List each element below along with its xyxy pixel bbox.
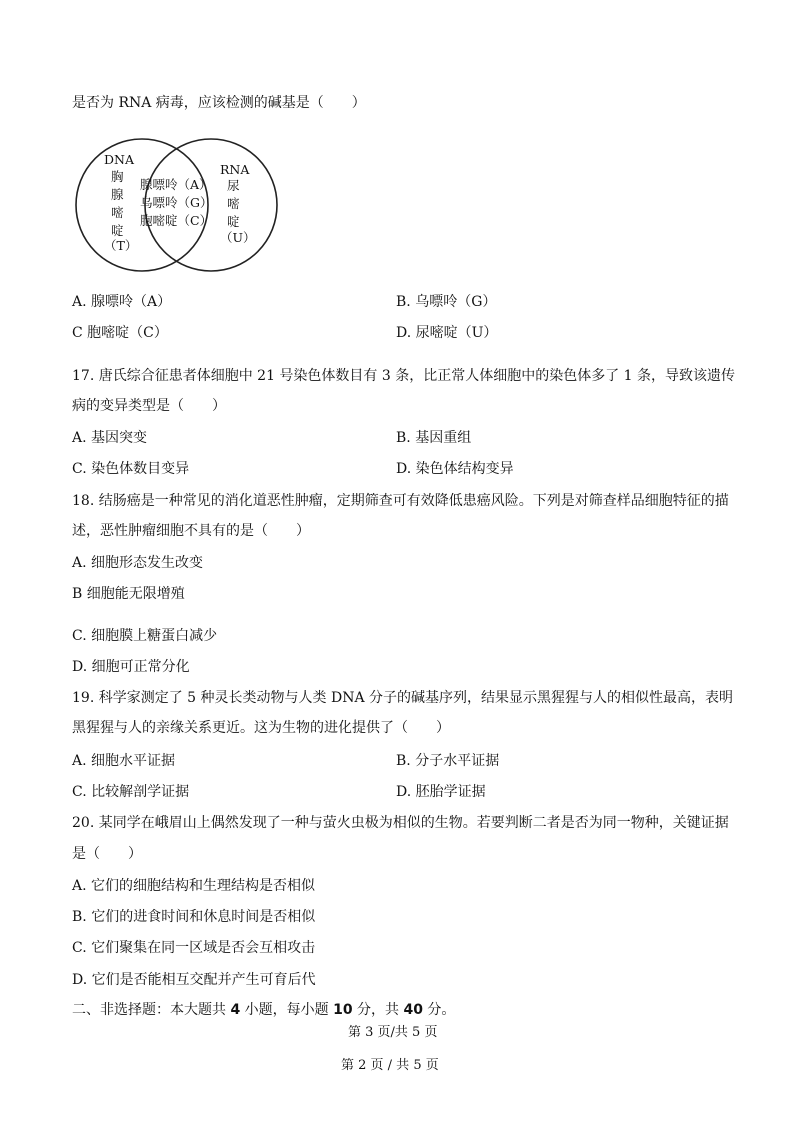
q17-option-b[interactable]: B. 基因重组 xyxy=(396,430,472,446)
page-footer: 第 2 页 / 共 5 页 xyxy=(341,1058,439,1073)
q19-option-c[interactable]: C. 比较解剖学证据 xyxy=(72,784,190,800)
rna-char-2: 嘧 xyxy=(227,196,240,211)
shared-line-2: 乌嘌呤（G） xyxy=(140,195,213,210)
q20-option-a[interactable]: A. 它们的细胞结构和生理结构是否相似 xyxy=(72,878,316,894)
rna-char-1: 尿 xyxy=(227,178,240,193)
rna-title: RNA xyxy=(220,162,250,177)
q19-stem-line2: 黑猩猩与人的亲缘关系更近。这为生物的进化提供了（ ） xyxy=(72,720,450,736)
dna-char-5: （T） xyxy=(104,238,138,253)
q19-stem-line1: 19. 科学家测定了 5 种灵长类动物与人类 DNA 分子的碱基序列，结果显示黑猩猩与人的相似性最高，表明 xyxy=(72,690,734,706)
q20-option-c[interactable]: C. 它们聚集在同一区域是否会互相攻击 xyxy=(72,940,316,956)
q16-option-c[interactable]: C 胞嘧啶（C） xyxy=(72,325,168,341)
q20-stem-line2: 是（ ） xyxy=(72,846,142,862)
section-2-heading xyxy=(72,1001,455,1019)
section-2-each: 10 xyxy=(333,1002,353,1018)
q16-option-b[interactable]: B. 乌嘌呤（G） xyxy=(396,294,497,310)
shared-line-3: 胞嘧啶（C） xyxy=(140,213,213,228)
section-2-text-3: 分，共 xyxy=(352,1002,404,1018)
shared-line-1: 腺嘌呤（A） xyxy=(140,177,212,192)
dna-char-4: 啶 xyxy=(111,223,124,238)
q19-option-d[interactable]: D. 胚胎学证据 xyxy=(396,784,486,800)
dna-char-1: 胸 xyxy=(111,169,124,184)
rna-char-3: 啶 xyxy=(227,214,240,229)
section-2-total: 40 xyxy=(403,1002,423,1018)
venn-diagram xyxy=(74,137,280,273)
q17-option-d[interactable]: D. 染色体结构变异 xyxy=(396,461,514,477)
q20-option-b[interactable]: B. 它们的进食时间和休息时间是否相似 xyxy=(72,909,316,925)
q16-stem: 是否为 RNA 病毒，应该检测的碱基是（ ） xyxy=(72,95,366,111)
section-2-text-4: 分。 xyxy=(422,1002,456,1018)
q16-option-d[interactable]: D. 尿嘧啶（U） xyxy=(396,325,498,341)
rna-char-4: （U） xyxy=(220,230,256,245)
q20-stem-line1: 20. 某同学在峨眉山上偶然发现了一种与萤火虫极为相似的生物。若要判断二者是否为同一物种，关键证据 xyxy=(72,815,729,831)
inner-page-footer: 第 3 页/共 5 页 xyxy=(348,1025,438,1040)
dna-title: DNA xyxy=(104,152,134,167)
section-2-text-2: 小题，每小题 xyxy=(240,1002,334,1018)
section-2-count: 4 xyxy=(230,1002,241,1018)
q18-option-b[interactable]: B 细胞能无限增殖 xyxy=(72,586,185,602)
q19-option-a[interactable]: A. 细胞水平证据 xyxy=(72,753,176,769)
q20-option-d[interactable]: D. 它们是否能相互交配并产生可育后代 xyxy=(72,972,316,988)
q18-option-c[interactable]: C. 细胞膜上糖蛋白减少 xyxy=(72,628,218,644)
q18-stem-line2: 述，恶性肿瘤细胞不具有的是（ ） xyxy=(72,523,310,539)
q16-option-a[interactable]: A. 腺嘌呤（A） xyxy=(72,294,172,310)
q17-option-c[interactable]: C. 染色体数目变异 xyxy=(72,461,190,477)
q18-option-a[interactable]: A. 细胞形态发生改变 xyxy=(72,555,204,571)
q18-option-d[interactable]: D. 细胞可正常分化 xyxy=(72,659,190,675)
dna-char-2: 腺 xyxy=(111,187,124,202)
q17-stem-line1: 17. 唐氏综合征患者体细胞中 21 号染色体数目有 3 条，比正常人体细胞中的染色体多了 1 条，导致该遗传 xyxy=(72,368,736,384)
section-2-text-1: 二、非选择题：本大题共 xyxy=(72,1002,231,1018)
q18-stem-line1: 18. 结肠癌是一种常见的消化道恶性肿瘤，定期筛查可有效降低患癌风险。下列是对筛查样品细胞特征的描 xyxy=(72,493,729,509)
q17-option-a[interactable]: A. 基因突变 xyxy=(72,430,148,446)
dna-char-3: 嘧 xyxy=(111,205,124,220)
q17-stem-line2: 病的变异类型是（ ） xyxy=(72,398,226,414)
q19-option-b[interactable]: B. 分子水平证据 xyxy=(396,753,500,769)
